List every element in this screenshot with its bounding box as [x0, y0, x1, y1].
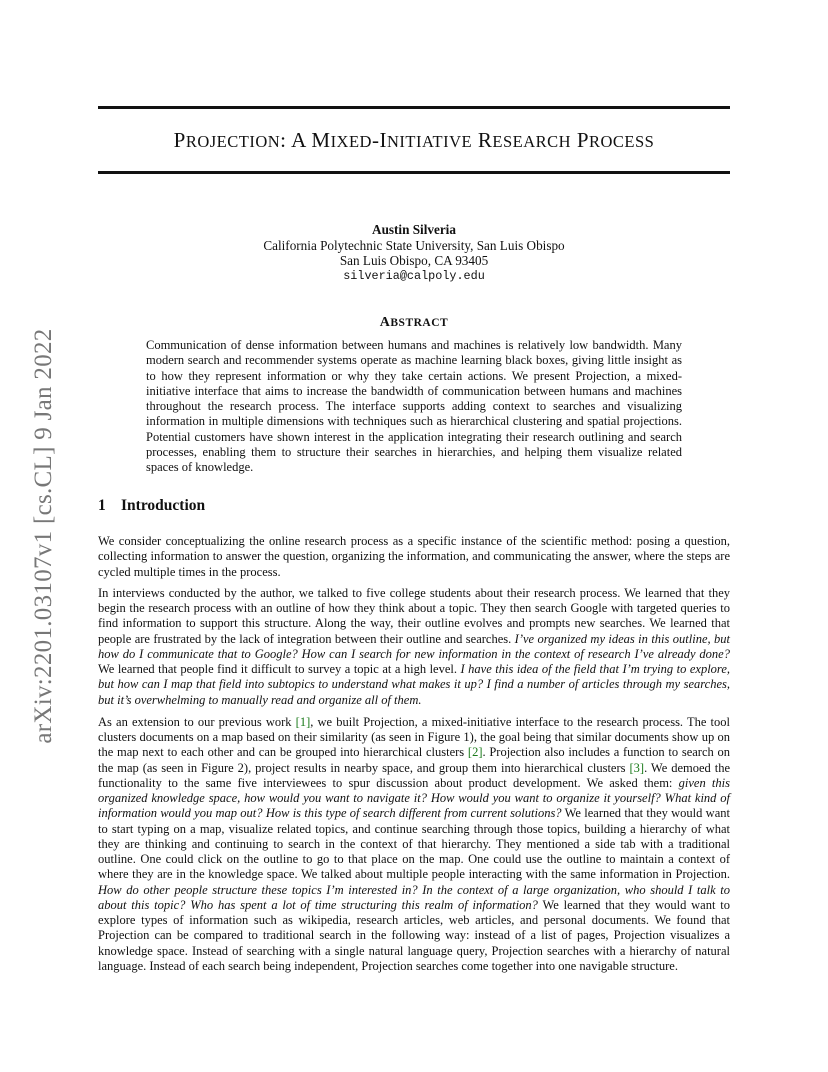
author-block	[98, 222, 730, 284]
author-address: San Luis Obispo, CA 93405	[339, 253, 489, 269]
arxiv-sidebar-stamp: arXiv:2201.03107v1 [cs.CL] 9 Jan 2022	[30, 328, 57, 744]
author-email[interactable]: silveria@calpoly.edu	[343, 268, 485, 283]
paragraph: In interviews conducted by the author, we talked to five college students about their research process. We learned that they begin the research process with an outline of how they think about a topic. They then search Google with targeted queries to find information to support this structure. Along the way, their outline evolves and prompts new searches. We learned that people are frustrated by the lack of integration between their outline and searches. I’ve organized my ideas in this outline, but how do I communicate that to Google? How can I search for new information in the context of research I’ve already done? We learned that people find it difficult to survey a topic at a high level. I have this idea of the field that I’m trying to explore, but how can I map that field into subtopics to understand what makes it up? I find a number of articles through my searches, but it’s overwhelming to manually read and organize all of them.	[98, 585, 731, 707]
title-rule-top	[98, 106, 730, 109]
abstract-text: Communication of dense information between humans and machines is relatively low bandwidth. Many modern search and recommender systems operate as machine learning black boxes, giving little insight as to how they represent information or why they take certain actions. We present Projection, a mixed-initiative interface that aims to increase the bandwidth of communication between humans and machines throughout the research process. The interface supports adding context to searches and visualizing information in multiple dimensions with techniques such as hierarchical clustering and spatial projections. Potential customers have shown interest in the application integrating their research outlining and search processes, enabling them to structure their searches in hierarchies, and helping them visualize related spaces of knowledge.	[146, 338, 682, 474]
paragraph: As an extension to our previous work [1], we built Projection, a mixed-initiative interface to the research process. The tool clusters documents on a map based on their similarity (as seen in Figure 1), the goal being that similar documents show up on the map next to each other and can be grouped into hierarchical clusters [2]. Projection also includes a function to search on the map (as seen in Figure 2), project results in nearby space, and group them into hierarchical clusters [3]. We demoed the functionality to the same five interviewees to spur discussion about product development. We asked them: given this organized knowledge space, how would you want to navigate it? How would you want to organize it yourself? What kind of information would you map out? How is this type of search different from current solutions? We learned that they would want to start typing on a map, visualize related topics, and continue searching through those topics, building a hierarchy of what they are thinking and continuing to search in the context of that hierarchy. They mentioned a side tab with a traditional outline. One could click on the outline to go to that place on the map. One could use the outline to maintain a context of where they are in the knowledge space. We talked about multiple people interacting with the same information in Projection. How do other people structure these topics I’m interested in? In the context of a large organization, who should I talk to about this topic? Who has spent a lot of time structuring this realm of information? We learned that they would want to explore types of information such as wikipedia, research articles, web articles, and personal documents. We found that Projection can be compared to traditional search in the following way: instead of a list of pages, Projection visualizes a knowledge space. Instead of searching with a single natural language query, Projection searches with a hierarchy of natural language. Instead of each search being independent, Projection searches come together into one navigable structure.	[98, 714, 731, 973]
citation-link[interactable]: [3]	[629, 760, 645, 775]
section-number: 1	[98, 497, 106, 514]
paper-title: PROJECTION: A MIXED-INITIATIVE RESEARCH PROCESS	[173, 128, 655, 152]
title-rule-bottom	[98, 171, 730, 174]
author-affiliation: California Polytechnic State University, San Luis Obispo	[263, 237, 565, 253]
citation-link[interactable]: [1]	[295, 714, 311, 729]
author-name: Austin Silveria	[372, 222, 456, 237]
citation-link[interactable]: [2]	[467, 745, 483, 760]
abstract-heading: ABSTRACT	[379, 315, 449, 330]
paragraph: We consider conceptualizing the online research process as a specific instance of the scientific method: posing a question, collecting information to answer the question, organizing the information, and communicating the answer, where the steps are cycled multiple times in the process.	[98, 534, 730, 579]
section-title: Introduction	[121, 497, 206, 514]
section-heading-introduction	[98, 497, 205, 515]
introduction-body	[98, 534, 730, 981]
